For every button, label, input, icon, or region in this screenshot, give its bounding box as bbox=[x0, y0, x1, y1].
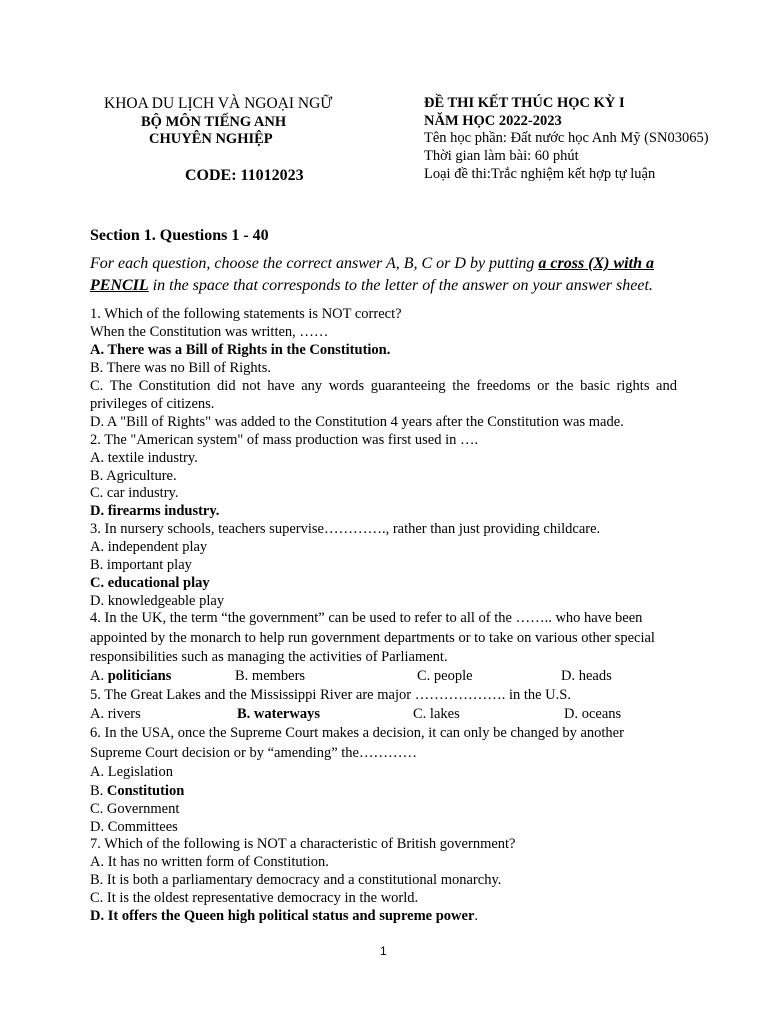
question-6-option-b-text: Constitution bbox=[106, 783, 185, 799]
exam-code: CODE: 11012023 bbox=[185, 167, 304, 184]
exam-duration: Thời gian làm bài: 60 phút bbox=[424, 148, 579, 164]
question-2-option-b: B. Agriculture. bbox=[90, 468, 177, 484]
question-2-option-d: D. firearms industry. bbox=[90, 503, 220, 519]
question-1-stem-cont: When the Constitution was written, …… bbox=[90, 324, 329, 340]
question-5-option-d: D. oceans bbox=[564, 706, 622, 722]
exam-type: Loại đề thi:Trắc nghiệm kết hợp tự luận bbox=[424, 166, 656, 182]
instruction-emphasis: a cross (X) with a PENCIL bbox=[90, 255, 654, 294]
question-2-option-a: A. textile industry. bbox=[90, 450, 198, 466]
question-3-option-d: D. knowledgeable play bbox=[90, 593, 225, 609]
department-name: BỘ MÔN TIẾNG ANH bbox=[141, 114, 287, 130]
question-2-stem: 2. The "American system" of mass production was first used in …. bbox=[90, 432, 479, 448]
question-1-stem: 1. Which of the following statements is NOT correct? bbox=[90, 306, 402, 322]
question-7-option-b: B. It is both a parliamentary democracy and a constitutional monarchy. bbox=[90, 872, 502, 888]
question-1-option-a: A. There was a Bill of Rights in the Constitution. bbox=[90, 342, 391, 358]
question-3-option-b: B. important play bbox=[90, 557, 192, 573]
instruction-text: For each question, choose the correct answer A, B, C or D by putting bbox=[90, 255, 539, 272]
school-year: NĂM HỌC 2022-2023 bbox=[424, 113, 562, 129]
question-4-option-a bbox=[90, 667, 171, 685]
section-instruction bbox=[90, 253, 680, 297]
specialty-name: CHUYÊN NGHIỆP bbox=[149, 131, 273, 147]
question-4-option-a-letter: A. bbox=[90, 668, 108, 684]
question-3-option-a: A. independent play bbox=[90, 539, 208, 555]
question-7-stem: 7. Which of the following is NOT a characteristic of British government? bbox=[90, 836, 516, 852]
question-1-option-b: B. There was no Bill of Rights. bbox=[90, 360, 271, 376]
question-6-option-d: D. Committees bbox=[90, 819, 178, 835]
question-2-option-c: C. car industry. bbox=[90, 485, 179, 501]
question-7-option-d-text: D. It offers the Queen high political status and supreme power bbox=[90, 908, 475, 924]
question-6-option-a: A. Legislation bbox=[90, 764, 173, 780]
question-5-option-c: C. lakes bbox=[413, 706, 460, 722]
question-7-option-c: C. It is the oldest representative democracy in the world. bbox=[90, 890, 419, 906]
question-4-option-b: B. members bbox=[235, 668, 306, 684]
question-7-option-d bbox=[90, 907, 478, 925]
question-4-stem: 4. In the UK, the term “the government” can be used to refer to all of the …….. who have been appointed by the monarch to help run government departments or to take on various other special responsibilities such as managing the activities of Parliament. bbox=[90, 610, 655, 665]
question-5-option-a: A. rivers bbox=[90, 706, 141, 722]
question-5-stem: 5. The Great Lakes and the Mississippi River are major ………………. in the U.S. bbox=[90, 687, 571, 703]
page-number: 1 bbox=[380, 944, 387, 958]
question-5-option-b: B. waterways bbox=[237, 706, 320, 722]
exam-title: ĐỀ THI KẾT THÚC HỌC KỲ I bbox=[424, 95, 625, 111]
instruction-text-end: in the space that corresponds to the letter of the answer on your answer sheet. bbox=[148, 277, 653, 294]
question-6-option-b-letter: B. bbox=[90, 783, 107, 799]
question-1-option-c: C. The Constitution did not have any words guaranteeing the freedoms or the basic rights and privileges of citizens. bbox=[90, 378, 677, 412]
question-4-option-a-text: politicians bbox=[107, 668, 172, 684]
faculty-name: KHOA DU LỊCH VÀ NGOẠI NGỮ bbox=[104, 95, 333, 112]
question-1-option-d: D. A "Bill of Rights" was added to the Constitution 4 years after the Constitution was made. bbox=[90, 414, 624, 430]
question-7-option-a: A. It has no written form of Constitution. bbox=[90, 854, 329, 870]
section-title: Section 1. Questions 1 - 40 bbox=[90, 227, 269, 244]
question-6-stem: 6. In the USA, once the Supreme Court makes a decision, it can only be changed by another Supreme Court decision or by “amending” the………… bbox=[90, 725, 624, 761]
question-6-option-c: C. Government bbox=[90, 801, 180, 817]
question-3-stem: 3. In nursery schools, teachers supervise…………., rather than just providing childcare. bbox=[90, 521, 601, 537]
course-name: Tên học phần: Đất nước học Anh Mỹ (SN03065) bbox=[424, 130, 709, 146]
question-3-option-c: C. educational play bbox=[90, 575, 210, 591]
question-7-option-d-end: . bbox=[474, 908, 479, 924]
question-4-option-c: C. people bbox=[417, 668, 473, 684]
question-4-option-d: D. heads bbox=[561, 668, 612, 684]
question-6-option-b bbox=[90, 782, 184, 800]
